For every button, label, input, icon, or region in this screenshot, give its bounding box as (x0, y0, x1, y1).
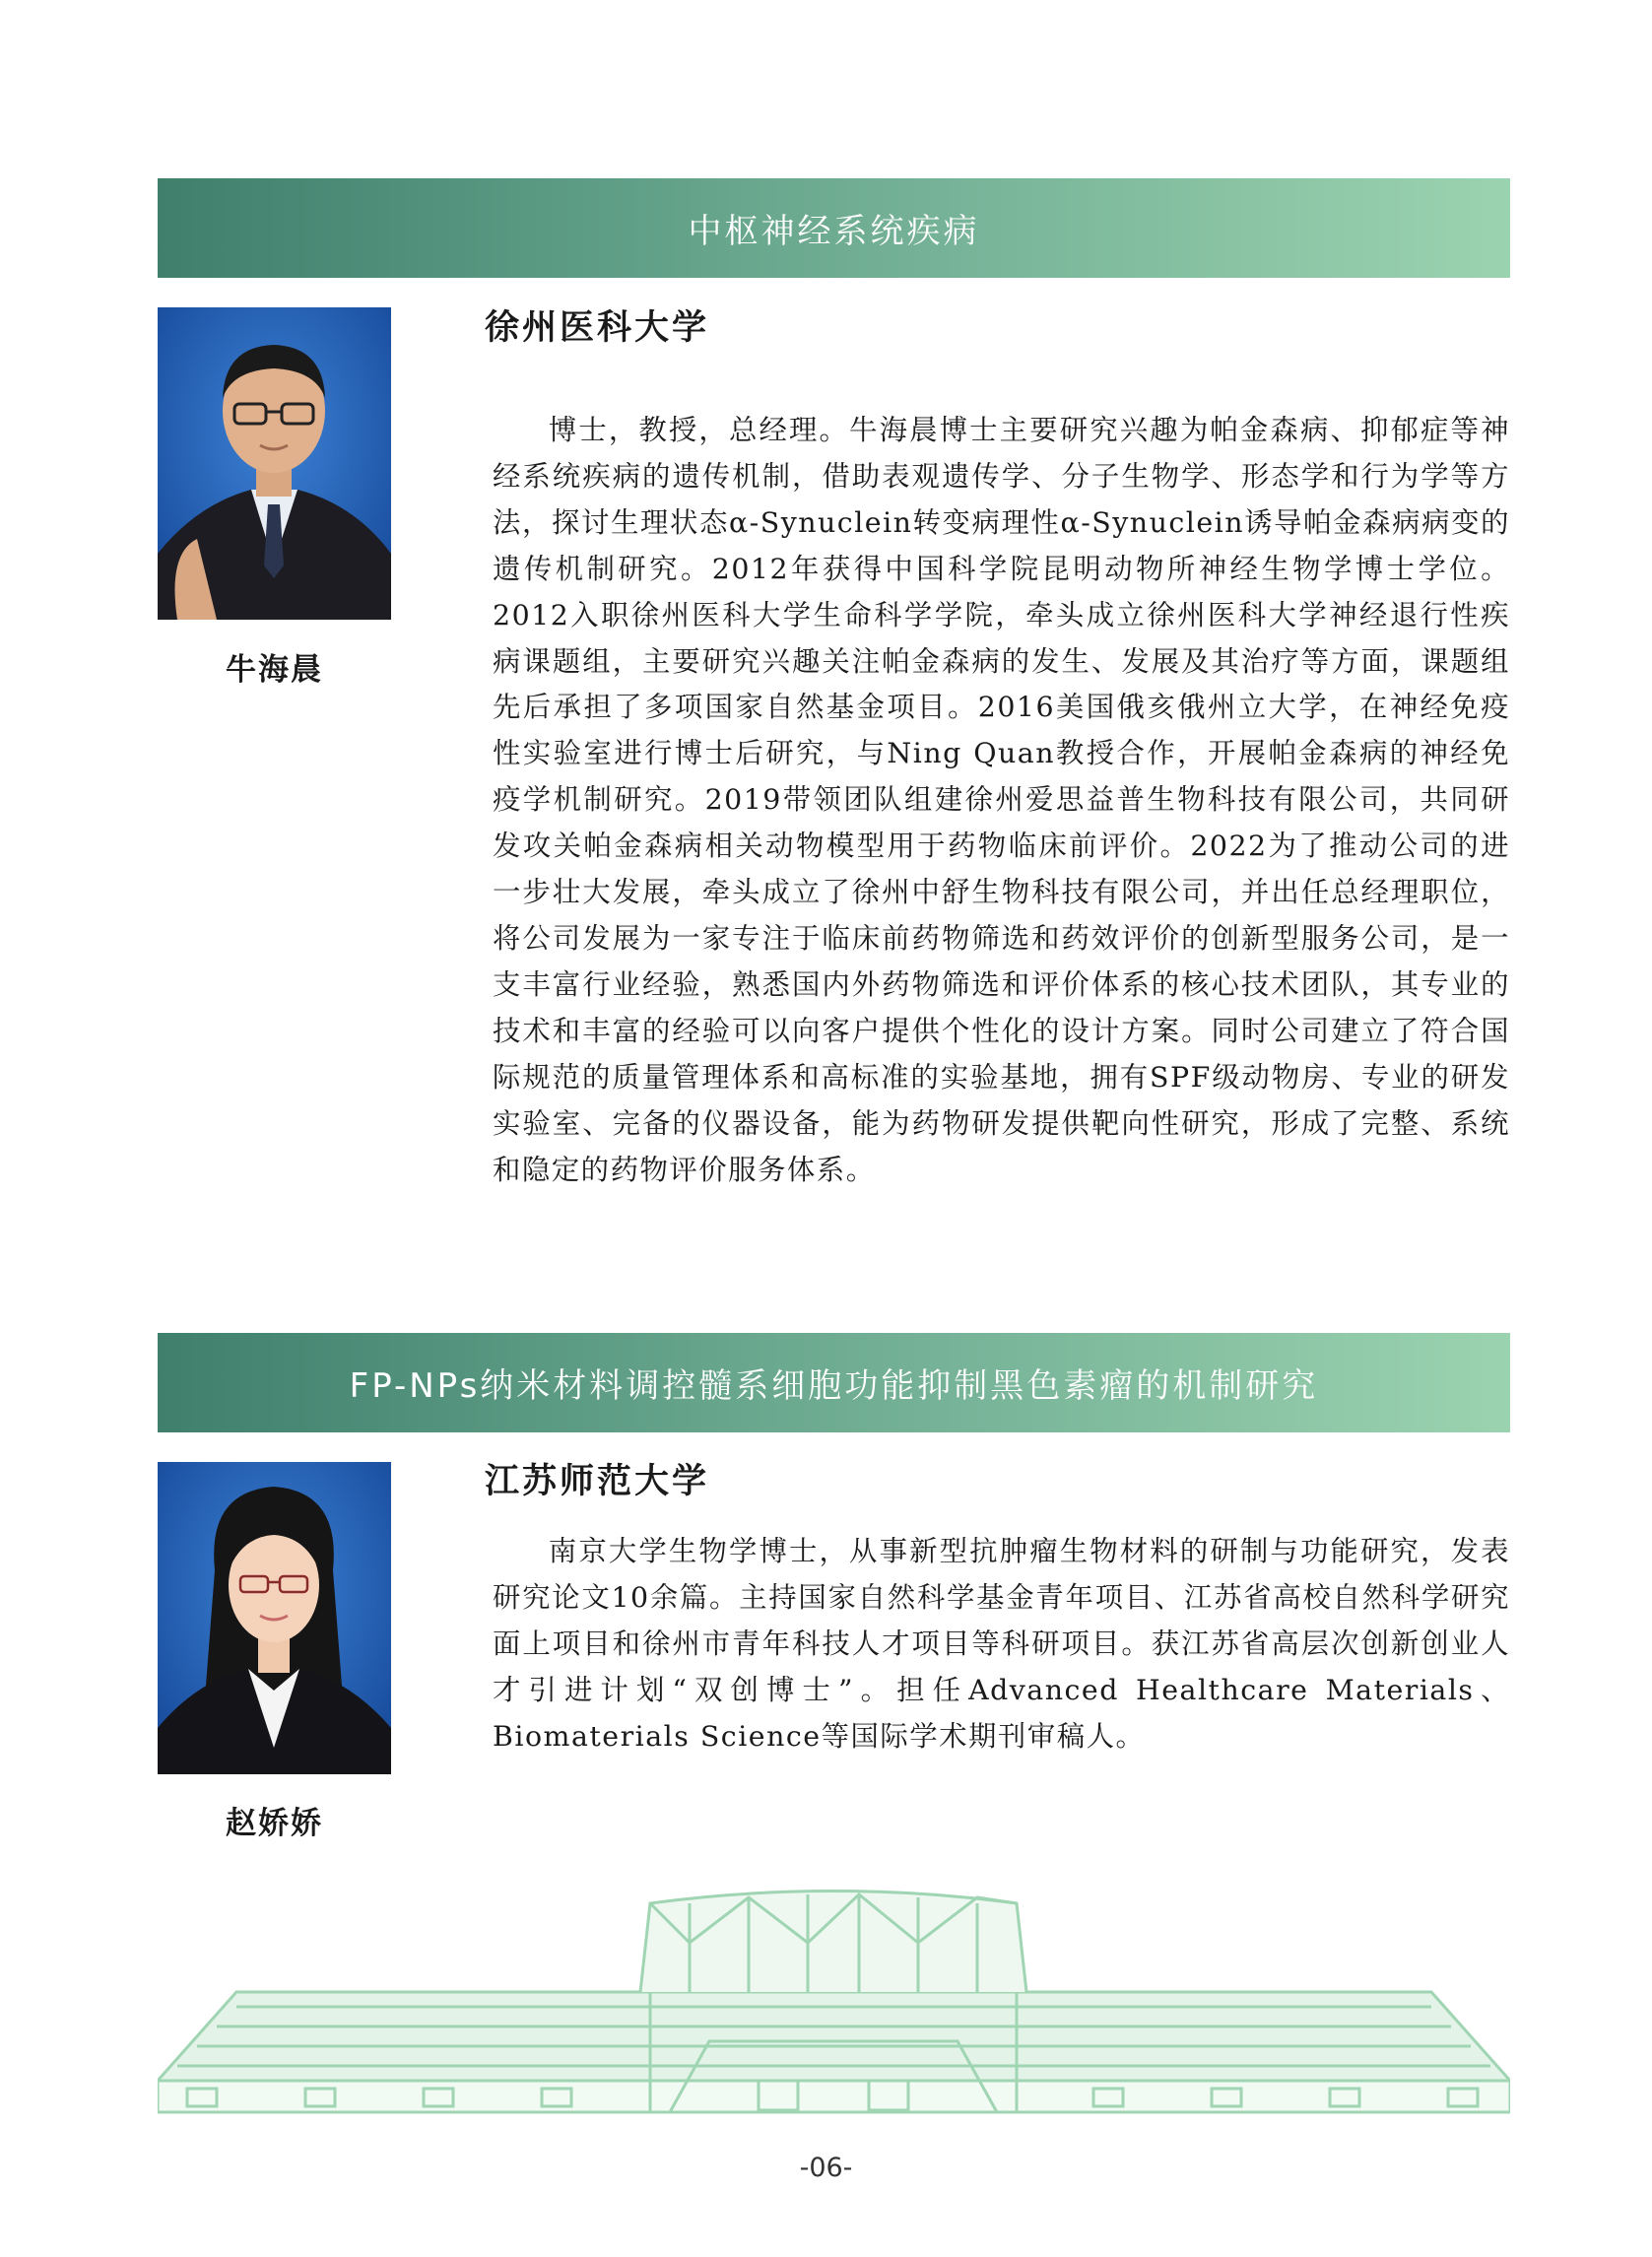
section-banner-1 (158, 178, 1510, 278)
institution-name-1: 徐州医科大学 (485, 308, 710, 348)
banner-title: FP-NPs纳米材料调控髓系细胞功能抑制黑色素瘤的机制研究 (349, 1366, 1319, 1406)
banner-title: 中枢神经系统疾病 (688, 212, 980, 251)
bio-text-2: 南京大学生物学博士，从事新型抗肿瘤生物材料的研制与功能研究，发表研究论文10余篇。主持国家自然科学基金青年项目、江苏省高校自然科学研究面上项目和徐州市青年科技人才项目等科研项目。获江苏省高层次创新创业人才引进计划“双创博士”。担任Advanced Healthcare Materials、Biomaterials Science等国际学术期刊审稿人。 (493, 1535, 1510, 1753)
institution-name-2: 江苏师范大学 (485, 1462, 710, 1501)
portrait-man-icon (158, 307, 391, 620)
page-number: -06- (799, 2153, 853, 2183)
portrait-photo-1 (158, 307, 391, 620)
person-name-1: 牛海晨 (226, 652, 323, 688)
person-name-2: 赵娇娇 (226, 1806, 323, 1841)
bio-text-1: 博士，教授，总经理。牛海晨博士主要研究兴趣为帕金森病、抑郁症等神经系统疾病的遗传机制，借助表观遗传学、分子生物学、形态学和行为学等方法，探讨生理状态α-Synuclein转变病理性α-Synuclein诱导帕金森病病变的遗传机制研究。2012年获得中国科学院昆明动物所神经生物学博士学位。2012入职徐州医科大学生命科学学院，牵头成立徐州医科大学神经退行性疾病课题组，主要研究兴趣关注帕金森病的发生、发展及其治疗等方面，课题组先后承担了多项国家自然基金项目。2016美国俄亥俄州立大学，在神经免疫性实验室进行博士后研究，与Ning Quan教授合作，开展帕金森病的神经免疫学机制研究。2019带领团队组建徐州爱思益普生物科技有限公司，共同研发攻关帕金森病相关动物模型用于药物临床前评价。2022为了推动公司的进一步壮大发展，牵头成立了徐州中舒生物科技有限公司，并出任总经理职位，将公司发展为一家专注于临床前药物筛选和药效评价的创新型服务公司，是一支丰富行业经验，熟悉国内外药物筛选和评价体系的核心技术团队，其专业的技术和丰富的经验可以向客户提供个性化的设计方案。同时公司建立了符合国际规范的质量管理体系和高标准的实验基地，拥有SPF级动物房、专业的研发实验室、完备的仪器设备，能为药物研发提供靶向性研究，形成了完整、系统和隐定的药物评价服务体系。 (493, 414, 1510, 1186)
portrait-photo-2 (158, 1462, 391, 1774)
section-banner-2 (158, 1333, 1510, 1432)
stadium-illustration-icon (158, 1884, 1510, 2120)
portrait-woman-icon (158, 1462, 391, 1774)
